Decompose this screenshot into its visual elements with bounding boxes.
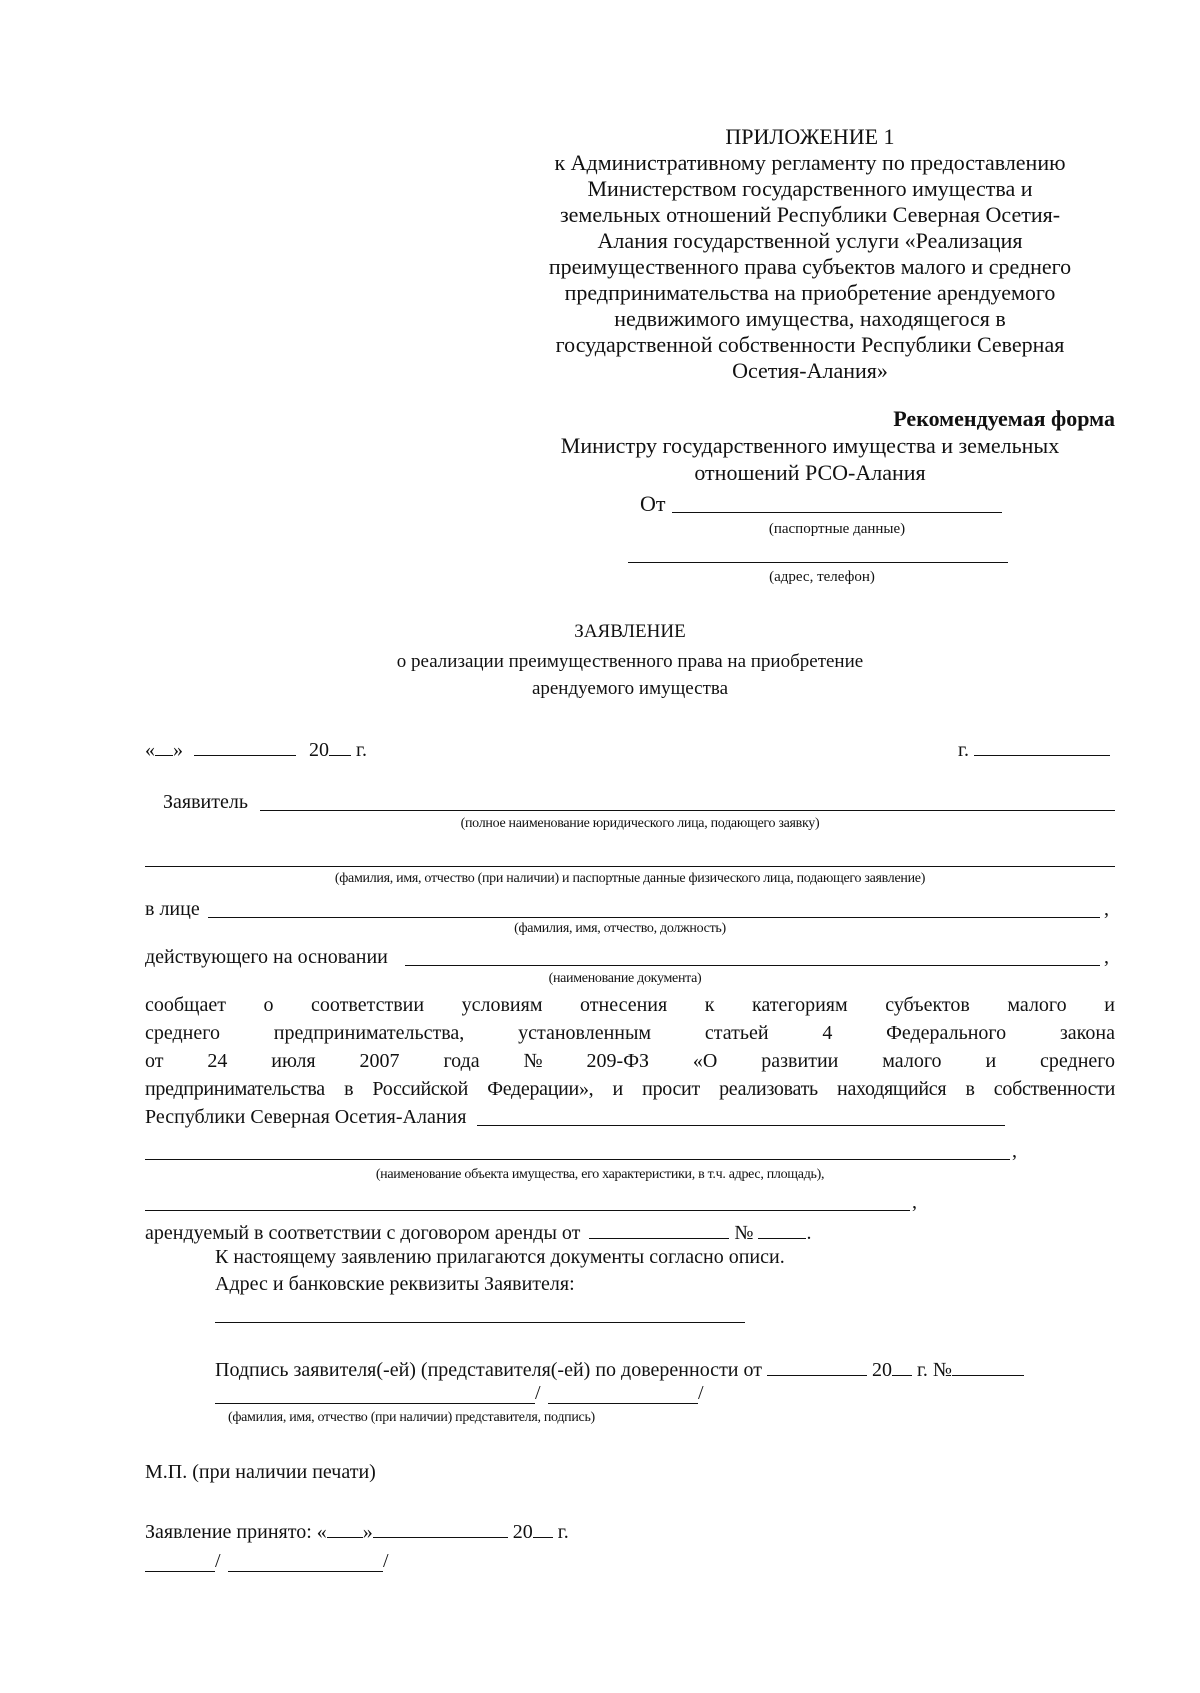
accepted-year-suffix: г. (557, 1521, 569, 1543)
bank-details-label: Адрес и банковские реквизиты Заявителя: (215, 1273, 575, 1295)
appendix-line: государственной собственности Республики Северная (555, 332, 1065, 357)
appendix-line: к Административному регламенту по предоставлению (554, 150, 1066, 175)
word: условиям (461, 994, 543, 1016)
signature-field[interactable] (548, 1403, 698, 1404)
lease-number-sign: № (734, 1222, 754, 1244)
bank-details-field[interactable] (215, 1322, 745, 1323)
applicant-label: Заявитель (163, 791, 248, 813)
quote-open: « (145, 739, 155, 761)
body-line (145, 993, 1115, 1018)
signatory-name-field[interactable] (215, 1403, 535, 1404)
appendix-line: Осетия-Алания» (732, 358, 888, 383)
poa-year: 20 (871, 1359, 892, 1381)
accepted-slash: / (215, 1550, 221, 1572)
signature-slash: / (535, 1382, 541, 1404)
body-line: Республики Северная Осетия-Алания (145, 1106, 467, 1128)
statement-subtitle: о реализации преимущественного права на приобретение (396, 651, 864, 672)
word: 209-ФЗ (586, 1050, 650, 1072)
basis-field[interactable] (405, 965, 1100, 966)
accepted-signature-field[interactable] (228, 1571, 383, 1572)
quote-open: « (316, 1521, 327, 1543)
word: категориям (752, 994, 848, 1016)
word: закона (1059, 1022, 1115, 1044)
word: Федерального (886, 1022, 1007, 1044)
appendix-line: Министерством государственного имущества и (587, 176, 1033, 201)
word: о (263, 994, 274, 1016)
basis-label: действующего на основании (145, 946, 388, 968)
statement-title: ЗАЯВЛЕНИЕ (574, 621, 686, 642)
city-row (958, 735, 1110, 763)
property-field-2[interactable] (145, 1159, 1010, 1160)
day-field[interactable] (155, 735, 173, 756)
in-person-label: в лице (145, 898, 200, 920)
word: июля (271, 1050, 316, 1072)
year-field[interactable] (329, 735, 351, 756)
word: и (985, 1050, 997, 1072)
lease-text: арендуемый в соответствии с договором аренды от (145, 1222, 581, 1244)
address-field[interactable] (628, 562, 1008, 563)
word: 4 (822, 1022, 833, 1044)
accepted-name-field[interactable] (145, 1571, 215, 1572)
property-comma: , (1012, 1140, 1017, 1162)
lease-number-field[interactable] (758, 1218, 806, 1239)
word: отнесения (580, 994, 668, 1016)
word: среднего (1040, 1050, 1115, 1072)
word: от (145, 1050, 164, 1072)
body-line: предпринимательства в Российской Федерации», и просит реализовать находящийся в собственности (145, 1078, 1115, 1100)
word: 2007 (359, 1050, 400, 1072)
quote-close: » (173, 739, 183, 761)
word: к (704, 994, 715, 1016)
lease-row (145, 1218, 811, 1246)
word: соответствии (311, 994, 425, 1016)
word: субъектов (885, 994, 970, 1016)
signature-slash: / (698, 1382, 704, 1404)
representative-field[interactable] (208, 917, 1100, 918)
property-field[interactable] (477, 1125, 1005, 1126)
accepted-year-field[interactable] (533, 1517, 553, 1538)
property-field-3[interactable] (145, 1210, 910, 1211)
applicant-person-field[interactable] (145, 866, 1115, 867)
appendix-text (512, 150, 1108, 384)
word: предпринимательства, (273, 1022, 465, 1044)
basis-comma: , (1104, 946, 1109, 968)
from-label: От (640, 491, 666, 516)
signatory-caption: (фамилия, имя, отчество (при наличии) представителя, подпись) (228, 1410, 595, 1425)
appendix-title: ПРИЛОЖЕНИЕ 1 (725, 124, 895, 149)
passport-caption: (паспортные данные) (768, 521, 906, 537)
month-field[interactable] (194, 735, 296, 756)
appendix-line: преимущественного права субъектов малого и среднего (548, 254, 1072, 279)
word: года (443, 1050, 480, 1072)
poa-number-label: г. № (916, 1359, 953, 1381)
applicant-legal-caption: (полное наименование юридического лица, подающего заявку) (460, 816, 820, 831)
poa-year-field[interactable] (892, 1355, 912, 1376)
word: и (1104, 994, 1115, 1016)
word: «О (692, 1050, 718, 1072)
recommended-form-label: Рекомендуемая форма (893, 406, 1115, 431)
stamp-label: М.П. (при наличии печати) (145, 1461, 376, 1483)
accepted-slash: / (383, 1550, 389, 1572)
signature-row (215, 1355, 1024, 1383)
passport-field[interactable] (672, 512, 1002, 513)
applicant-name-field[interactable] (260, 810, 1115, 811)
city-prefix: г. (958, 739, 969, 761)
accepted-row (145, 1517, 569, 1545)
accepted-label: Заявление принято: (145, 1521, 312, 1543)
appendix-line: земельных отношений Республики Северная Осетия- (559, 202, 1061, 227)
word: установленным (518, 1022, 652, 1044)
word: сообщает (145, 994, 226, 1016)
word: среднего (145, 1022, 220, 1044)
quote-close: » (362, 1521, 373, 1543)
poa-date-field[interactable] (767, 1355, 867, 1376)
appendix-line: недвижимого имущества, находящегося в (614, 306, 1006, 331)
year-suffix: г. (356, 739, 367, 761)
date-row (145, 735, 367, 763)
address-caption: (адрес, телефон) (769, 569, 875, 585)
body-line (145, 1049, 1115, 1074)
accepted-year: 20 (512, 1521, 533, 1543)
year-prefix: 20 (309, 739, 329, 761)
representative-caption: (фамилия, имя, отчество, должность) (514, 921, 726, 936)
word: малого (882, 1050, 942, 1072)
addressee-line: Министру государственного имущества и земельных (560, 433, 1060, 458)
signature-text: Подпись заявителя(-ей) (представителя(-ей) по доверенности от (215, 1359, 762, 1381)
appendix-line: Алания государственной услуги «Реализация (597, 228, 1023, 253)
representative-comma: , (1104, 898, 1109, 920)
appendix-line: предпринимательства на приобретение арендуемого (564, 280, 1056, 305)
addressee-line: отношений РСО-Алания (694, 460, 926, 485)
document-caption: (наименование документа) (548, 971, 702, 986)
poa-number-field[interactable] (952, 1355, 1024, 1376)
word: № (523, 1050, 543, 1072)
body-line (145, 1021, 1115, 1046)
property-caption: (наименование объекта имущества, его характеристики, в т.ч. адрес, площадь), (375, 1167, 825, 1182)
property-comma: , (912, 1191, 917, 1213)
lease-period: . (806, 1222, 812, 1244)
word: статьей (704, 1022, 769, 1044)
statement-subtitle: арендуемого имущества (531, 678, 729, 699)
accepted-day-field[interactable] (327, 1517, 363, 1538)
applicant-person-caption: (фамилия, имя, отчество (при наличии) и паспортные данные физического лица, подающего заявление) (334, 871, 926, 886)
word: малого (1007, 994, 1067, 1016)
city-field[interactable] (974, 735, 1110, 756)
accepted-month-field[interactable] (373, 1517, 508, 1538)
word: 24 (207, 1050, 228, 1072)
lease-date-field[interactable] (589, 1218, 729, 1239)
word: развитии (761, 1050, 839, 1072)
attachments-text: К настоящему заявлению прилагаются документы согласно описи. (215, 1246, 785, 1268)
